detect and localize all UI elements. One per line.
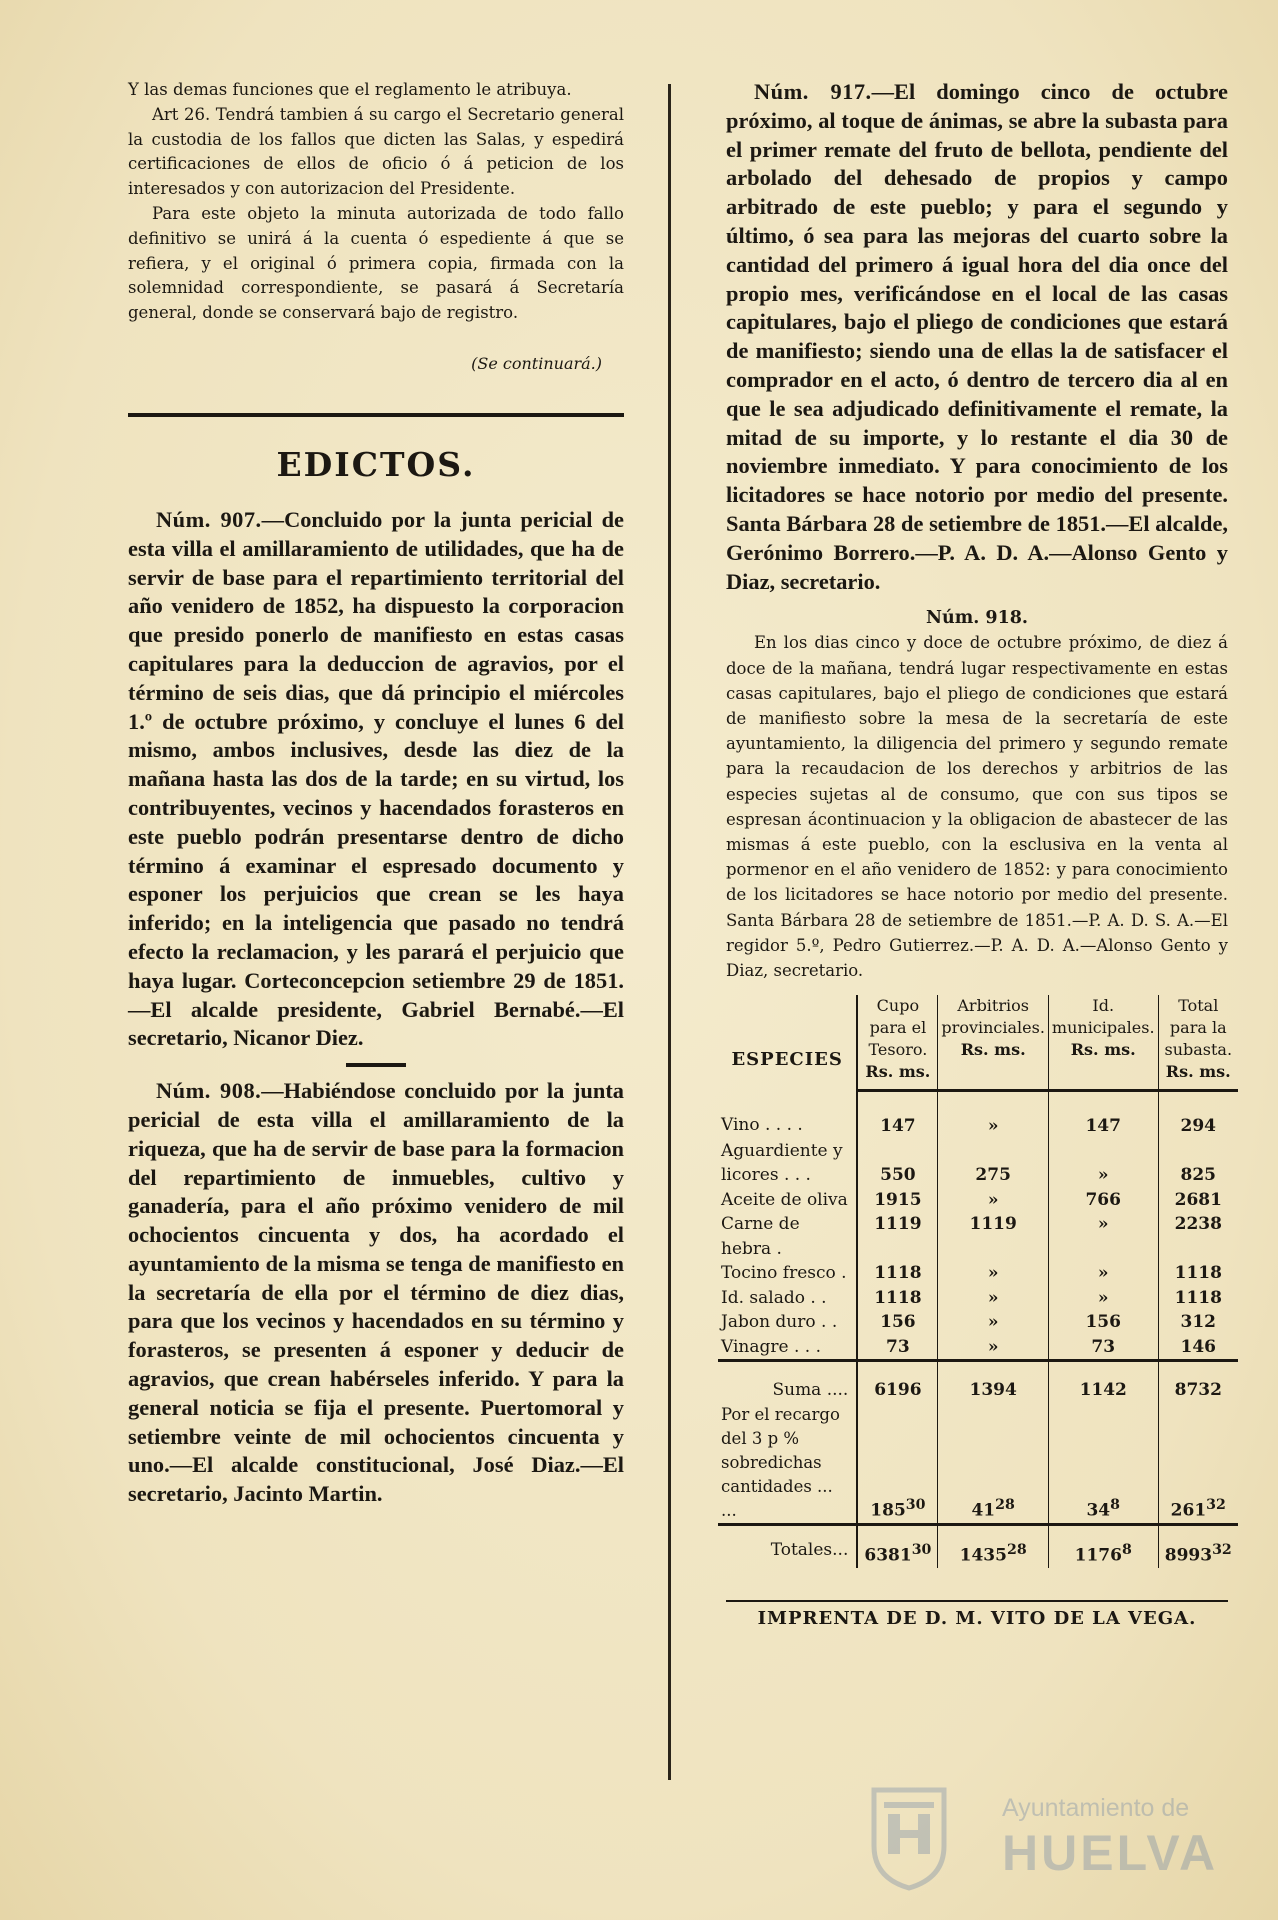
- edict-text: —Habiéndose concluido por la junta pericial de esta villa el amillaramiento de la riqueza, que ha de servir de base para la formacion del repartimiento de inmuebles, cultivo y ganadería, para el año próximo venidero de mil ochocientos cincuenta y dos, ha acordado el ayuntamiento de la misma se tenga de manifiesto en la secretaría de ella por el término de diez dias, para que los vecinos y hacendados en su término y forasteros, se presenten á esponer y deducir de agravios, que crean habérseles inferido. Y para la general noticia se fija el presente. Puertomoral y setiembre veinte de mil ochocientos cincuenta y uno.—El alcalde constitucional, José Diaz.—El secretario, Jacinto Martin.: [128, 1078, 624, 1507]
- table-row: [718, 1261, 1238, 1286]
- cell: »: [938, 1091, 1048, 1139]
- column-header: Arbitrios provinciales. Rs. ms.: [938, 995, 1048, 1091]
- row-label: Carne de hebra .: [718, 1212, 857, 1261]
- watermark-line2: HUELVA: [1002, 1825, 1219, 1881]
- cell: 312: [1180, 1312, 1217, 1333]
- table-row: [718, 1286, 1238, 1311]
- table-row: [718, 1212, 1238, 1261]
- fragment-paragraph: Y las demas funciones que el reglamento le atribuya.: [128, 80, 572, 99]
- cell: 1119: [938, 1212, 1048, 1261]
- cell: $41^{28}$: [938, 1403, 1048, 1525]
- cell: 2681: [1174, 1189, 1222, 1210]
- right-column: [721, 78, 1233, 1629]
- fragment-paragraph: Para este objeto la minuta autorizada de todo fallo definitivo se unirá á la cuenta ó espediente á que se refiera, y el original ó primera copia, firmada con la solemnidad correspondiente, se pasará á Secretaría general, donde se conservará bajo de registro.: [128, 203, 624, 323]
- cell: $261^{32}$: [1170, 1496, 1226, 1521]
- cell: 1118: [857, 1286, 938, 1311]
- cell: »: [1048, 1261, 1158, 1286]
- cell: 73: [857, 1335, 938, 1361]
- edict-number: Núm. 917.: [754, 79, 872, 104]
- table-row: [718, 1310, 1238, 1335]
- cell: 550: [857, 1139, 938, 1188]
- edict-907: [128, 506, 624, 1053]
- surcharge-row: [718, 1403, 1238, 1525]
- edict-text: —Concluido por la junta pericial de esta villa el amillaramiento de utilidades, que ha de servir de base para el repartimiento territorial del año venidero de 1852, ha dispuesto la corporacion que presido ponerlo de manifiesto en estas casas capitulares para la deduccion de agravios, por el término de seis dias, que dá principio el miércoles 1.º de octubre próximo, y concluye el lunes 6 del mismo, ambos inclusives, desde las diez de la mañana hasta las dos de la tarde; en su virtud, los contribuyentes, vecinos y hacendados forasteros en este pueblo podrán presentarse dentro de dicho término á examinar el espresado documento y esponer los perjuicios que crean se les haya inferido; en la inteligencia que pasado no tendrá efecto la reclamacion, y les parará el perjuicio que haya lugar. Corteconcepcion setiembre 29 de 1851.—El alcalde presidente, Gabriel Bernabé.—El secretario, Nicanor Diez.: [128, 506, 625, 1051]
- row-label: Aceite de oliva: [718, 1188, 857, 1213]
- especies-header: ESPECIES: [718, 995, 857, 1091]
- column-divider: [668, 84, 671, 1780]
- edict-text: En los dias cinco y doce de octubre próximo, de diez á doce de la mañana, tendrá lugar respectivamente en estas casas capitulares, bajo el pliego de condiciones que estará de manifiesto sobre la mesa de la secretaría de este ayuntamiento, la diligencia del primero y segundo remate para la recaudacion de los derechos y arbitrios de las especies sujetas al de consumo, que con sus tipos se espresan ácontinuacion y la obligacion de abastecer de las mismas á este pueblo, con la esclusiva en la venta al pormenor en el año venidero de 1852: y para conocimiento de los licitadores se hace notorio por medio del presente. Santa Bárbara 28 de setiembre de 1851.—P. A. D. S. A.—El regidor 5.º, Pedro Gutierrez.—P. A. D. A.—Alonso Gento y Diaz, secretario.: [726, 633, 1228, 980]
- row-label: Jabon duro . .: [718, 1310, 857, 1335]
- edict-number: Núm. 908.: [156, 1078, 262, 1104]
- cell: 825: [1180, 1165, 1217, 1186]
- cell: 1176$^8$: [1048, 1524, 1158, 1568]
- table-row: [718, 1188, 1238, 1213]
- cell: $185^{30}$: [857, 1403, 938, 1525]
- cell: 1915: [857, 1188, 938, 1213]
- totals-row: [718, 1524, 1238, 1568]
- city-shield-icon: [868, 1784, 950, 1892]
- fragment-paragraph: Art 26. Tendrá tambien á su cargo el Secretario general la custodia de los fallos que dicten las Salas, y espedirá certificaciones de ellos de oficio ó á peticion de los interesados y con autorizacion del Presidente.: [128, 104, 624, 199]
- continuation-note: (Se continuará.): [471, 353, 602, 373]
- table-row: [718, 1335, 1238, 1361]
- edict-number: Núm. 907.: [156, 506, 262, 532]
- tariff-table: [718, 995, 1238, 1568]
- footer-rule: [726, 1600, 1228, 1602]
- cell: 147: [1048, 1091, 1158, 1139]
- column-header: Id. municipales. Rs. ms.: [1048, 995, 1158, 1091]
- cell: $34^8$: [1048, 1403, 1158, 1525]
- cell: 275: [938, 1139, 1048, 1188]
- row-label: Vino . . . .: [718, 1091, 857, 1139]
- column-header: Cupo para el Tesoro. Rs. ms.: [857, 995, 938, 1091]
- cell: 146: [1180, 1336, 1217, 1357]
- cell: »: [1048, 1139, 1158, 1188]
- row-label: Suma ....: [718, 1361, 857, 1403]
- cell: 6196: [857, 1361, 938, 1403]
- column-header: Total para la subasta. Rs. ms.: [1158, 995, 1238, 1091]
- cell: »: [938, 1261, 1048, 1286]
- cell: 147: [857, 1091, 938, 1139]
- cell: 8732: [1158, 1361, 1238, 1403]
- cell: 156: [857, 1310, 938, 1335]
- cell: »: [938, 1335, 1048, 1361]
- table-row: [718, 1139, 1238, 1188]
- cell: 1435$^{28}$: [938, 1524, 1048, 1568]
- printer-imprint: IMPRENTA DE D. M. VITO DE LA VEGA.: [757, 1607, 1197, 1629]
- cell: 6381$^{30}$: [857, 1524, 938, 1568]
- cell: 1394: [938, 1361, 1048, 1403]
- cell: 766: [1048, 1188, 1158, 1213]
- cell: »: [938, 1286, 1048, 1311]
- table-row: [718, 1091, 1238, 1139]
- cell: 1142: [1048, 1361, 1158, 1403]
- row-label: Por el recargo del 3 p % sobredichas cantidades ... ...: [718, 1403, 857, 1525]
- cell: 8993$^{32}$: [1158, 1524, 1238, 1568]
- cell: 1118: [857, 1261, 938, 1286]
- sum-row: [718, 1361, 1238, 1403]
- row-label: Tocino fresco .: [718, 1261, 857, 1286]
- cell: 1118: [1174, 1263, 1222, 1284]
- edict-number: Núm. 918.: [925, 608, 1029, 629]
- watermark-line1: Ayuntamiento de: [1002, 1794, 1190, 1822]
- row-label: Id. salado . .: [718, 1286, 857, 1311]
- cell: 1118: [1174, 1287, 1222, 1308]
- edict-separator: [346, 1063, 406, 1067]
- left-column: [128, 78, 624, 1509]
- row-label: Totales...: [718, 1524, 857, 1568]
- row-label: Aguardiente y licores . . .: [718, 1139, 857, 1188]
- regulation-fragment: [128, 78, 624, 326]
- cell: »: [1048, 1212, 1158, 1261]
- cell: »: [938, 1310, 1048, 1335]
- archive-watermark: [868, 1780, 1228, 1900]
- edict-908: [128, 1077, 624, 1509]
- cell: 1119: [857, 1212, 938, 1261]
- row-label: Vinagre . . .: [718, 1335, 857, 1361]
- cell: 73: [1048, 1335, 1158, 1361]
- cell: 156: [1048, 1310, 1158, 1335]
- section-rule: [128, 413, 624, 417]
- cell: »: [938, 1188, 1048, 1213]
- cell: »: [1048, 1286, 1158, 1311]
- edict-text: —El domingo cinco de octubre próximo, al toque de ánimas, se abre la subasta para el primer remate del fruto de bellota, pendiente del arbolado del dehesado de propios y campo arbitrado de este pueblo; y para el segundo y último, ó sea para las mejoras del cuarto sobre la cantidad del primero á igual hora del dia once del propio mes, verificándose en el local de las casas capitulares, bajo el pliego de condiciones que estará de manifiesto; siendo una de ellas la de satisfacer el comprador en el acto, ó dentro de tercero dia al en que le sea adjudicado definitivamente el remate, la mitad de su importe, y lo restante el dia 30 de noviembre inmediato. Y para conocimiento de los licitadores se hace notorio por medio del presente. Santa Bárbara 28 de setiembre de 1851.—El alcalde, Gerónimo Borrero.—P. A. D. A.—Alonso Gento y Diaz, secretario.: [726, 79, 1228, 594]
- edict-917: [726, 78, 1228, 596]
- edict-918: [726, 630, 1228, 983]
- section-title: EDICTOS.: [276, 444, 476, 484]
- cell: 2238: [1174, 1214, 1222, 1235]
- table-header-row: [718, 995, 1238, 1091]
- cell: 294: [1180, 1116, 1217, 1137]
